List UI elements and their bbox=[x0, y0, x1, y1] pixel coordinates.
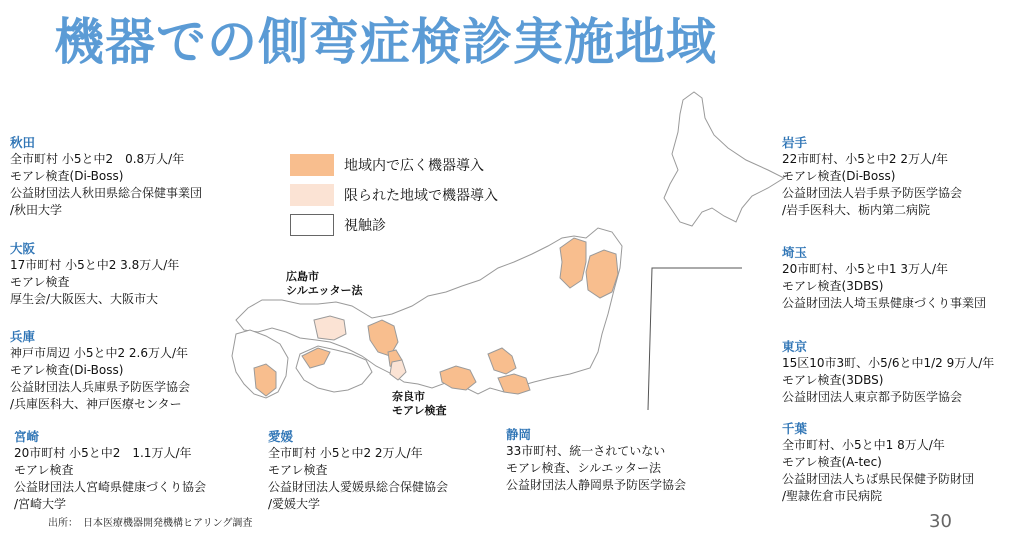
region-name: 静岡 bbox=[506, 427, 532, 442]
region-line: モアレ検査、シルエッター法 bbox=[506, 461, 661, 475]
region-line: 公益財団法人静岡県予防医学協会 bbox=[506, 478, 687, 492]
region-name: 愛媛 bbox=[268, 429, 294, 444]
region-line: 全市町村、小5と中1 8万人/年 bbox=[782, 438, 945, 452]
region-name: 岩手 bbox=[782, 135, 808, 150]
akita-area bbox=[560, 238, 586, 288]
region-line: 公益財団法人埼玉県健康づくり事業団 bbox=[782, 296, 987, 310]
legend-swatch-wide bbox=[290, 154, 334, 176]
region-osaka bbox=[10, 240, 179, 308]
region-name: 埼玉 bbox=[782, 245, 808, 260]
region-line: モアレ検査(Di-Boss) bbox=[10, 363, 124, 377]
hiroshima-area bbox=[314, 316, 346, 340]
map-label-line: シルエッター法 bbox=[286, 284, 363, 297]
region-line: 17市町村 小5と中2 3.8万人/年 bbox=[10, 258, 180, 272]
region-line: 公益財団法人岩手県予防医学協会 bbox=[782, 186, 963, 200]
region-line: /秋田大学 bbox=[10, 203, 63, 217]
legend-label: 視触診 bbox=[344, 218, 386, 234]
region-name: 東京 bbox=[782, 339, 808, 354]
region-line: /兵庫医科大、神戸医療センター bbox=[10, 397, 182, 411]
region-line: モアレ検査(Di-Boss) bbox=[10, 169, 124, 183]
region-line: 全市町村 小5と中2 2万人/年 bbox=[268, 446, 423, 460]
region-name: 秋田 bbox=[10, 135, 36, 150]
region-line: 全市町村 小5と中2 0.8万人/年 bbox=[10, 152, 185, 166]
region-line: 33市町村、統一されていない bbox=[506, 444, 666, 458]
region-saitama bbox=[782, 244, 986, 312]
hiroshima-label bbox=[286, 270, 363, 298]
region-line: /岩手医科大、栃内第二病院 bbox=[782, 203, 931, 217]
legend-swatch-palpation bbox=[290, 214, 334, 236]
region-line: 公益財団法人宮崎県健康づくり協会 bbox=[14, 480, 207, 494]
map-label-line: 広島市 bbox=[286, 270, 319, 283]
region-line: 20市町村 小5と中2 1.1万人/年 bbox=[14, 446, 192, 460]
region-akita bbox=[10, 134, 202, 219]
region-miyazaki bbox=[14, 428, 206, 513]
region-line: 22市町村、小5と中2 2万人/年 bbox=[782, 152, 949, 166]
legend-item-wide bbox=[290, 150, 498, 180]
region-tokyo bbox=[782, 338, 994, 406]
region-name: 宮崎 bbox=[14, 429, 40, 444]
region-line: /聖隷佐倉市民病院 bbox=[782, 489, 883, 503]
region-chiba bbox=[782, 420, 974, 505]
region-line: /愛媛大学 bbox=[268, 497, 321, 511]
region-line: モアレ検査 bbox=[14, 463, 74, 477]
region-line: 20市町村、小5と中1 3万人/年 bbox=[782, 262, 949, 276]
region-line: モアレ検査(3DBS) bbox=[782, 373, 884, 387]
region-line: 公益財団法人ちば県民保健予防財団 bbox=[782, 472, 975, 486]
region-line: 厚生会/大阪医大、大阪市大 bbox=[10, 292, 159, 306]
region-line: 15区10市3町、小5/6と中1/2 9万人/年 bbox=[782, 356, 995, 370]
region-line: モアレ検査(A-tec) bbox=[782, 455, 882, 469]
region-line: モアレ検査 bbox=[10, 275, 70, 289]
legend-label: 限られた地域で機器導入 bbox=[344, 188, 498, 204]
region-line: 公益財団法人東京都予防医学協会 bbox=[782, 390, 963, 404]
region-name: 千葉 bbox=[782, 421, 808, 436]
region-line: モアレ検査(3DBS) bbox=[782, 279, 884, 293]
region-line: 神戸市周辺 小5と中2 2.6万人/年 bbox=[10, 346, 189, 360]
hokkaido-shape bbox=[664, 92, 784, 226]
map-label-line: モアレ検査 bbox=[392, 404, 447, 417]
region-ehime bbox=[268, 428, 448, 513]
region-name: 大阪 bbox=[10, 241, 36, 256]
legend-item-limited bbox=[290, 180, 498, 210]
legend-label: 地域内で広く機器導入 bbox=[344, 158, 484, 174]
region-line: 公益財団法人兵庫県予防医学協会 bbox=[10, 380, 191, 394]
region-line: /宮崎大学 bbox=[14, 497, 67, 511]
page-title: 機器での側弯症検診実施地域 bbox=[54, 13, 717, 71]
inset-frame bbox=[648, 268, 742, 410]
region-shizuoka bbox=[506, 426, 686, 494]
region-hyogo bbox=[10, 328, 190, 413]
map-label-line: 奈良市 bbox=[392, 390, 425, 403]
region-line: 公益財団法人愛媛県総合保健協会 bbox=[268, 480, 449, 494]
legend-item-palpation bbox=[290, 210, 498, 240]
region-name: 兵庫 bbox=[10, 329, 36, 344]
region-line: モアレ検査(Di-Boss) bbox=[782, 169, 896, 183]
source-footer: 出所： 日本医療機器開発機構ヒアリング調査 bbox=[48, 518, 253, 529]
region-line: モアレ検査 bbox=[268, 463, 328, 477]
page-number: 30 bbox=[929, 511, 952, 532]
legend-swatch-limited bbox=[290, 184, 334, 206]
legend bbox=[290, 150, 498, 240]
nara-label bbox=[392, 390, 447, 418]
region-iwate bbox=[782, 134, 962, 219]
region-line: 公益財団法人秋田県総合保健事業団 bbox=[10, 186, 203, 200]
